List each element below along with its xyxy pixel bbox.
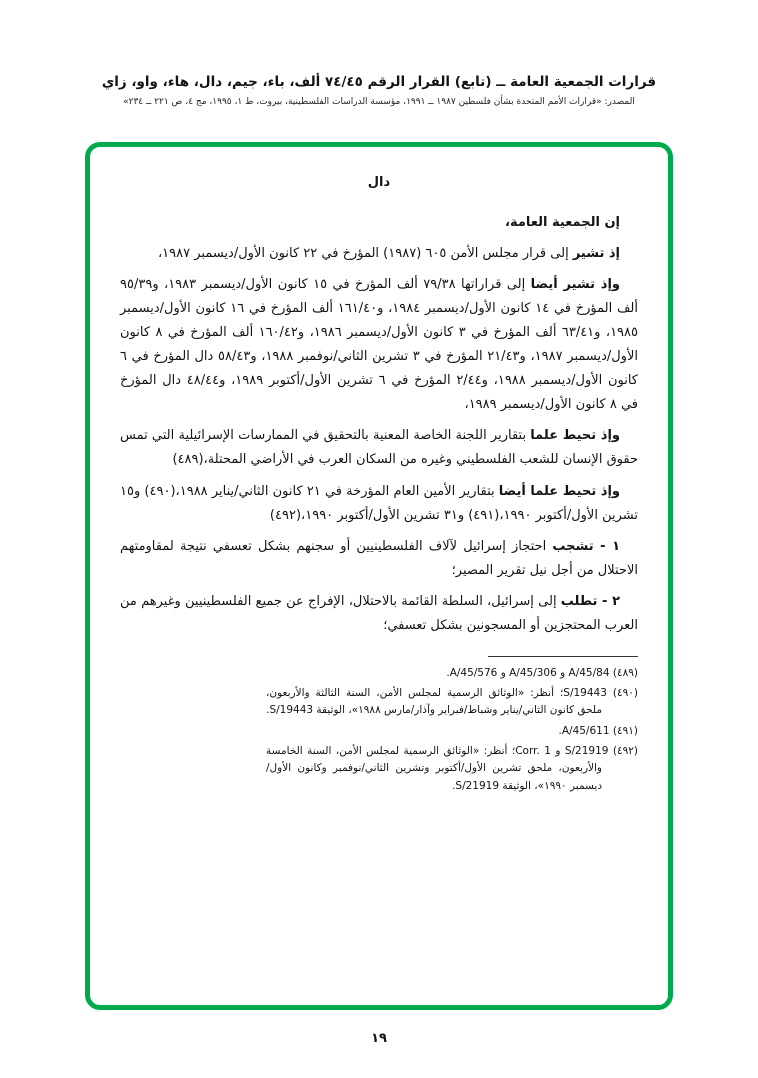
operative-paragraph-2	[120, 590, 638, 638]
footnote-number: (٤٨٩)	[612, 666, 638, 679]
content-border-box	[85, 142, 673, 1010]
footnotes-section	[266, 656, 638, 795]
preamble-paragraph-taking-note	[120, 424, 638, 472]
preamble-opening	[120, 211, 638, 235]
paragraph-lead: ١ - تشجب	[552, 538, 620, 554]
footnote-491	[266, 723, 638, 740]
preamble-paragraph-recalling-also	[120, 273, 638, 417]
header-title: قرارات الجمعية العامة ــ (تابع) القرار الرقم ٧٤/٤٥ ألف، باء، جيم، دال، هاء، واو، زاي	[101, 74, 657, 90]
header-source-line: المصدر: «قرارات الأمم المتحدة بشأن فلسطين ١٩٨٧ ــ ١٩٩١، مؤسسة الدراسات الفلسطينية، بيروت، ط ١، ١٩٩٥، مج ٤، ص ٢٢١ ــ ٢٣٤»	[123, 97, 635, 107]
footnote-492	[266, 743, 638, 795]
paragraph-text: بتقارير اللجنة الخاصة المعنية بالتحقيق في الممارسات الإسرائيلية التي تمس حقوق الإنسان للشعب الفلسطيني وغيره من السكان العرب في الأراضي المحتلة،(٤٨٩)	[120, 428, 638, 468]
page-header	[55, 74, 703, 107]
paragraph-lead: إذ تشير	[572, 246, 620, 262]
paragraph-text: بتقارير الأمين العام المؤرخة في ٢١ كانون الثاني/يناير ١٩٨٨،(٤٩٠) و١٥ تشرين الأول/أكتوبر ١٩٩٠،(٤٩١) و٣١ تشرين الأول/أكتوبر ١٩٩٠،(٤٩٢)	[120, 483, 638, 523]
preamble-paragraph-recalling	[120, 242, 638, 266]
footnote-separator-rule	[488, 656, 638, 657]
paragraph-lead: وإذ تحيط علما	[530, 428, 620, 444]
footnote-number: (٤٩٢)	[612, 745, 638, 758]
footnote-text: A/45/84 و A/45/306 و A/45/576.	[446, 666, 610, 679]
paragraph-text: إلى قرار مجلس الأمن ٦٠٥ (١٩٨٧) المؤرخ في ٢٢ كانون الأول/ديسمبر ١٩٨٧،	[157, 246, 573, 262]
paragraph-lead: وإذ تحيط علما أيضا	[498, 483, 621, 499]
footnote-number: (٤٩٠)	[612, 687, 638, 700]
footnote-489	[266, 665, 638, 682]
paragraph-lead: إن الجمعية العامة،	[505, 215, 620, 231]
footnote-text: S/21919 و Corr. 1؛ أنظر: «الوثائق الرسمية لمجلس الأمن، السنة الخامسة والأربعون، ملحق تشرين الأول/أكتوبر وتشرين الثاني/نوفمبر وكانون الأول/ديسمبر ١٩٩٠»، الوثيقة S/21919.	[266, 745, 609, 792]
footnote-490	[266, 685, 638, 720]
operative-paragraph-1	[120, 535, 638, 583]
page-number: ١٩	[371, 1031, 387, 1046]
footnote-text: A/45/611.	[558, 724, 610, 737]
paragraph-text: احتجاز إسرائيل لآلاف الفلسطينيين أو سجنهم بشكل تعسفي نتيجة لمقاومتهم الاحتلال من أجل نيل تقرير المصير؛	[120, 538, 638, 578]
footnote-number: (٤٩١)	[612, 724, 638, 737]
paragraph-text: إلى قراراتها ٧٩/٣٨ ألف المؤرخ في ١٥ كانون الأول/ديسمبر ١٩٨٣، و٩٥/٣٩ ألف المؤرخ في ١٤ كانون الأول/ديسمبر ١٩٨٤، و١٦١/٤٠ ألف المؤرخ في ١٦ كانون الأول/ديسمبر ١٩٨٥، و٦٣/٤١ ألف المؤرخ في ٣ كانون الأول/ديسمبر ١٩٨٦، و١٦٠/٤٢ ألف المؤرخ في ٨ كانون الأول/ديسمبر ١٩٨٧، و٢١/٤٣ المؤرخ في ٣ تشرين الثاني/نوفمبر ١٩٨٨، و٥٨/٤٣ دال المؤرخ في ٦ كانون الأول/ديسمبر ١٩٨٨، و٢/٤٤ المؤرخ في ٦ تشرين الأول/أكتوبر ١٩٨٩، و٤٨/٤٤ دال المؤرخ في ٨ كانون الأول/ديسمبر ١٩٨٩،	[120, 277, 639, 413]
resolution-body	[90, 147, 668, 812]
footnote-text: S/19443؛ أنظر: «الوثائق الرسمية لمجلس الأمن، السنة الثالثة والأربعون، ملحق كانون الثاني/يناير وشباط/فبراير وآذار/مارس ١٩٨٨»، الوثيقة S/19443.	[266, 687, 607, 717]
paragraph-lead: ٢ - تطلب	[560, 593, 620, 609]
paragraph-lead: وإذ تشير أيضا	[530, 277, 620, 293]
paragraph-text: إلى إسرائيل، السلطة القائمة بالاحتلال، الإفراج عن جميع الفلسطينيين وغيرهم من العرب المحتجزين أو المسجونين بشكل تعسفي؛	[120, 593, 638, 633]
section-heading: دال	[367, 175, 391, 190]
preamble-paragraph-taking-note-also	[120, 480, 638, 528]
